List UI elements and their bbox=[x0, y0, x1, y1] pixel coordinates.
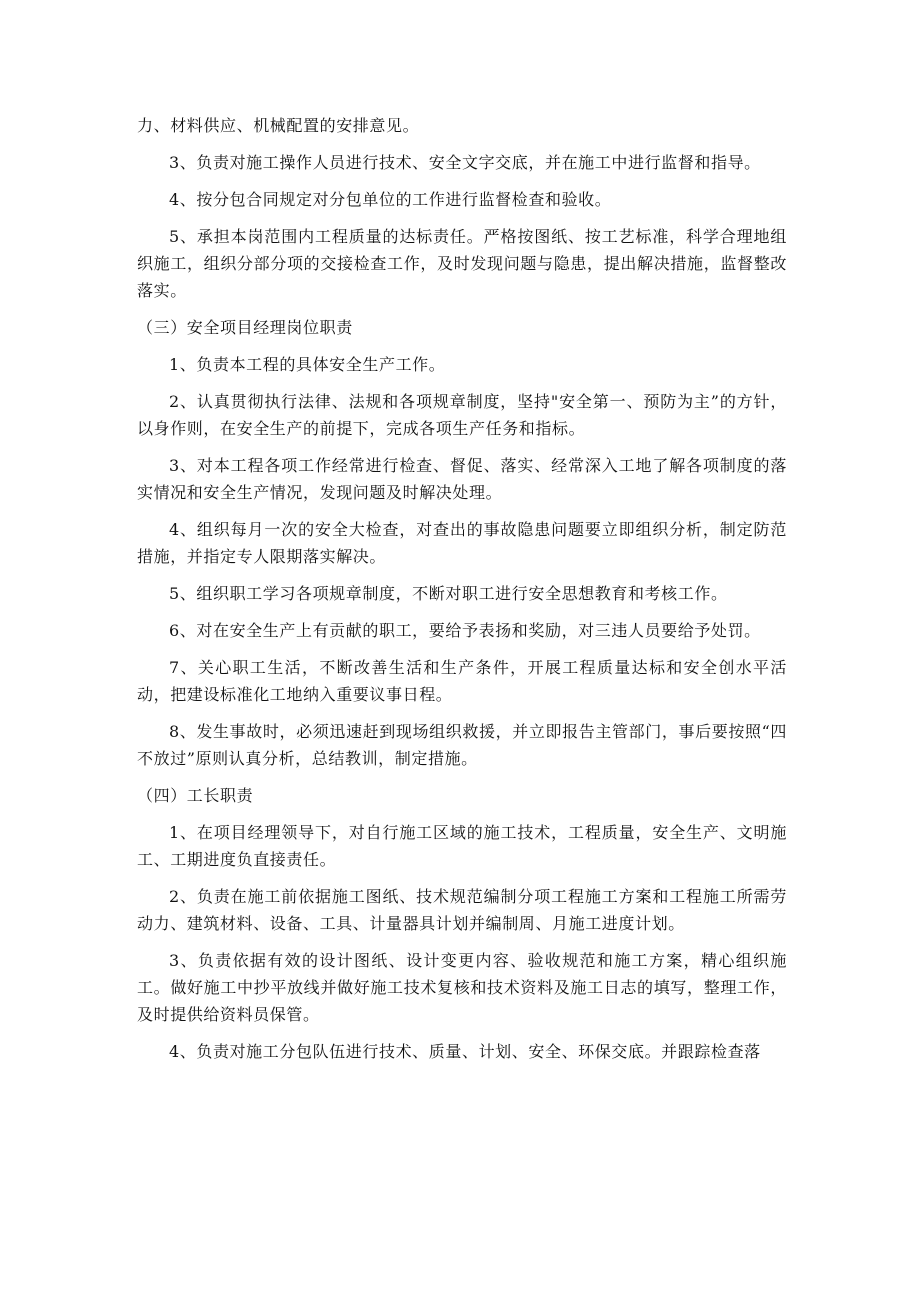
paragraph-item: 4、按分包合同规定对分包单位的工作进行监督检查和验收。 bbox=[169, 190, 612, 209]
section-heading-foreman: （四）工长职责 bbox=[137, 786, 254, 805]
paragraph-item: 1、在项目经理领导下，对自行施工区域的施工技术，工程质量，安全生产、文明施工、工期进度负直接责任。 bbox=[137, 823, 787, 869]
paragraph-item: 4、组织每月一次的安全大检查，对查出的事故隐患问题要立即组织分析，制定防范措施，并指定专人限期落实解决。 bbox=[137, 520, 787, 566]
paragraph-item: 8、发生事故时，必须迅速赶到现场组织救援，并立即报告主管部门，事后要按照“四不放过”原则认真分析，总结教训，制定措施。 bbox=[137, 722, 787, 768]
paragraph-item: 3、负责对施工操作人员进行技术、安全文字交底，并在施工中进行监督和指导。 bbox=[169, 153, 761, 172]
paragraph-continuation: 力、材料供应、机械配置的安排意见。 bbox=[137, 116, 420, 135]
paragraph-item: 3、负责依据有效的设计图纸、设计变更内容、验收规范和施工方案，精心组织施工。做好施工中抄平放线并做好施工技术复核和技术资料及施工日志的填写，整理工作，及时提供给资料员保管。 bbox=[137, 951, 787, 1024]
paragraph-item: 4、负责对施工分包队伍进行技术、质量、计划、安全、环保交底。并跟踪检查落 bbox=[169, 1042, 761, 1061]
paragraph-item: 7、关心职工生活，不断改善生活和生产条件，开展工程质量达标和安全创水平活动，把建设标准化工地纳入重要议事日程。 bbox=[137, 658, 787, 704]
paragraph-item: 1、负责本工程的具体安全生产工作。 bbox=[169, 355, 446, 374]
paragraph-item: 2、负责在施工前依据施工图纸、技术规范编制分项工程施工方案和工程施工所需劳动力、建筑材料、设备、工具、计量器具计划并编制周、月施工进度计划。 bbox=[137, 887, 787, 933]
paragraph-item: 6、对在安全生产上有贡献的职工，要给予表扬和奖励，对三违人员要给予处罚。 bbox=[169, 621, 761, 640]
paragraph-item: 5、组织职工学习各项规章制度，不断对职工进行安全思想教育和考核工作。 bbox=[169, 584, 728, 603]
paragraph-item: 2、认真贯彻执行法律、法规和各项规章制度，坚持"安全第一、预防为主”的方针，以身作则，在安全生产的前提下，完成各项生产任务和指标。 bbox=[137, 392, 787, 438]
document-body bbox=[137, 112, 787, 1075]
paragraph-item: 3、对本工程各项工作经常进行检查、督促、落实、经常深入工地了解各项制度的落实情况和安全生产情况，发现问题及时解决处理。 bbox=[137, 456, 787, 502]
paragraph-item: 5、承担本岗范围内工程质量的达标责任。严格按图纸、按工艺标准，科学合理地组织施工，组织分部分项的交接检查工作，及时发现问题与隐患，提出解决措施，监督整改落实。 bbox=[137, 227, 787, 300]
section-heading-safety-manager: （三）安全项目经理岗位职责 bbox=[137, 318, 353, 337]
